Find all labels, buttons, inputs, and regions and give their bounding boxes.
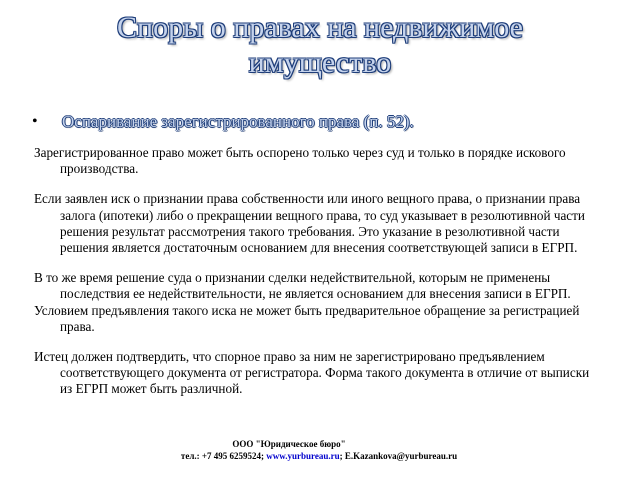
bullet-dot-icon: • [32,113,38,130]
paragraph-1: Зарегистрированное право может быть оспорено только через суд и только в порядке искового производства. [34,145,566,177]
slide-title [40,10,600,80]
body-text [34,145,604,398]
paragraph-3: В то же время решение суда о признании сделки недействительной, которым не применены последствия ее недействительности, не является основанием для внесения записи в ЕГРП. [34,270,571,302]
paragraph-2: Если заявлен иск о признании права собственности или иного вещного права, о признании права залога (ипотеки) либо о прекращении вещного права, то суд указывает в резолютивной части решения результат рассмотрения такого требования. Это указание в резолютивной части решения является достаточным основанием для внесения соответствующей записи в ЕГРП. [34,191,585,256]
footer-phone: тел.: +7 495 6259524; [180,451,267,461]
footer-separator: ; [339,451,345,461]
paragraph-5: Истец должен подтвердить, что спорное право за ним не зарегистрировано предъявлением соответствующего документа от регистратора. Форма такого документа в отличие от выписки из ЕГРП может быть различной. [34,349,590,397]
footer-website-link[interactable]: www.yurbureau.ru [266,451,340,461]
footer-company: ООО "Юридическое бюро" [232,439,346,449]
footer-contacts [0,450,638,462]
slide-title-line-2: имущество [248,46,392,79]
slide-title-line-1: Споры о правах на недвижимое [117,11,523,44]
bullet-heading-text: Оспаривание зарегистрированного права (п. 52). [62,112,414,131]
footer [0,438,638,462]
footer-email[interactable]: E.Kazankova@yurbureau.ru [344,451,458,461]
paragraph-4: Условием предъявления такого иска не может быть предварительное обращение за регистрацией права. [34,302,580,334]
